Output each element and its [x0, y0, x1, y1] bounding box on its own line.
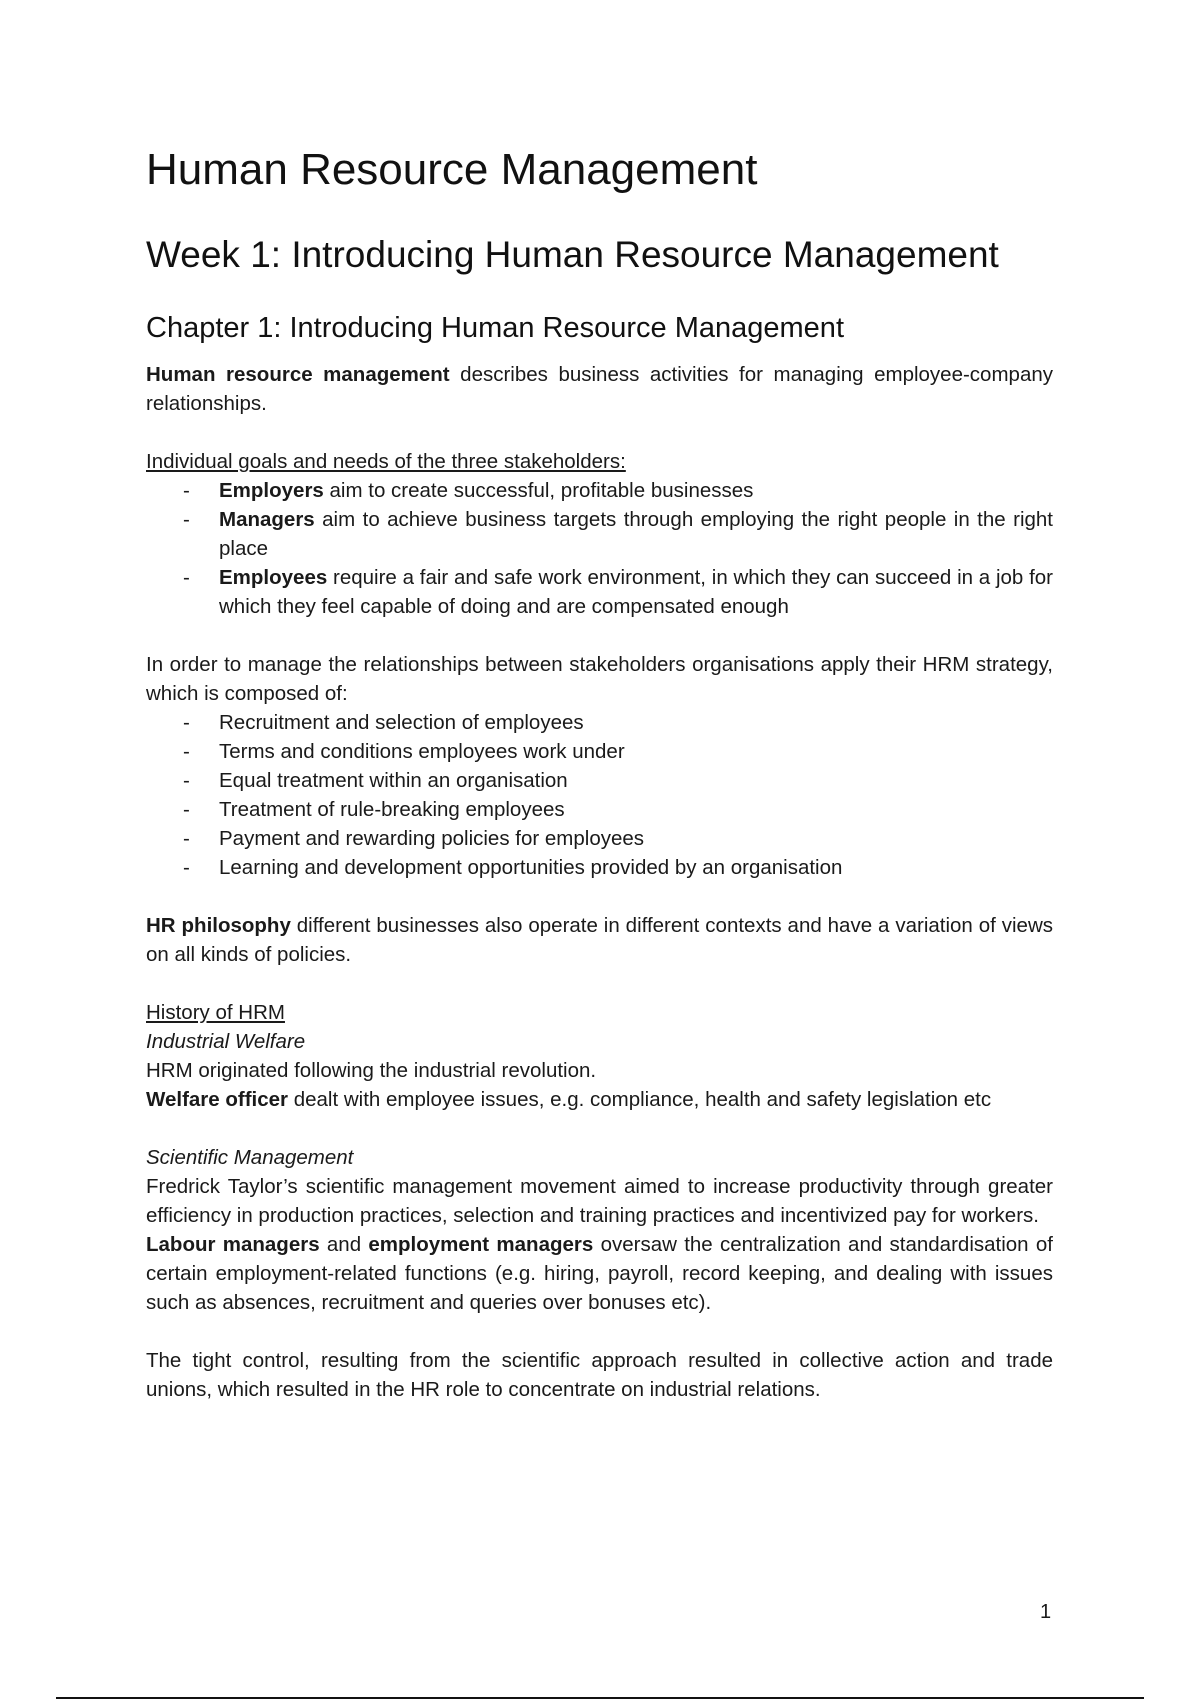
taylor-paragraph: Fredrick Taylor’s scientific management movement aimed to increase productivity through greater efficiency in production practices, selection and training practices and incentivized pay for workers. — [146, 1175, 1053, 1227]
page-number: 1 — [1040, 1601, 1052, 1623]
chapter-heading: Chapter 1: Introducing Human Resource Management — [146, 312, 844, 344]
list-item: - Learning and development opportunities provided by an organisation — [219, 853, 1053, 882]
list-item: - Equal treatment within an organisation — [219, 766, 1053, 795]
document-body — [146, 140, 1053, 1404]
strategy-intro: In order to manage the relationships between stakeholders organisations apply their HRM strategy, which is composed of: — [146, 653, 1053, 705]
list-item: - Employees require a fair and safe work environment, in which they can succeed in a job for which they feel capable of doing and are compensated enough — [219, 563, 1053, 621]
welfare-officer-paragraph: Welfare officer dealt with employee issues, e.g. compliance, health and safety legislation etc — [146, 1088, 992, 1111]
document-title: Human Resource Management — [146, 145, 758, 194]
strategy-list — [146, 708, 1053, 882]
welfare-subheading: Industrial Welfare — [146, 1030, 306, 1053]
list-item: - Employers aim to create successful, profitable businesses — [219, 476, 1053, 505]
list-item: - Terms and conditions employees work under — [219, 737, 1053, 766]
list-item: - Recruitment and selection of employees — [219, 708, 1053, 737]
philosophy-paragraph: HR philosophy different businesses also operate in different contexts and have a variation of views on all kinds of policies. — [146, 914, 1054, 966]
history-heading: History of HRM — [146, 1001, 285, 1024]
page-bottom-rule — [56, 1697, 1144, 1699]
welfare-line: HRM originated following the industrial revolution. — [146, 1059, 597, 1082]
managers-paragraph: Labour managers and employment managers oversaw the centralization and standardisation of certain employment-related functions (e.g. hiring, payroll, record keeping, and dealing with issues such as absences, recruitment and queries over bonuses etc). — [146, 1233, 1053, 1314]
philosophy-term: HR philosophy — [146, 914, 291, 937]
week-heading: Week 1: Introducing Human Resource Management — [146, 234, 999, 275]
intro-term: Human resource management — [146, 363, 450, 386]
stakeholders-heading: Individual goals and needs of the three stakeholders: — [146, 450, 626, 473]
control-paragraph: The tight control, resulting from the scientific approach resulted in collective action and trade unions, which resulted in the HR role to concentrate on industrial relations. — [146, 1349, 1053, 1401]
stakeholders-list — [146, 476, 1053, 621]
list-item: - Payment and rewarding policies for employees — [219, 824, 1053, 853]
list-item: - Treatment of rule-breaking employees — [219, 795, 1053, 824]
intro-paragraph — [146, 360, 1053, 418]
list-item: - Managers aim to achieve business targets through employing the right people in the right place — [219, 505, 1053, 563]
scientific-subheading: Scientific Management — [146, 1146, 354, 1169]
intro-text: describes business activities for managing employee-company relationships. — [146, 363, 1053, 415]
